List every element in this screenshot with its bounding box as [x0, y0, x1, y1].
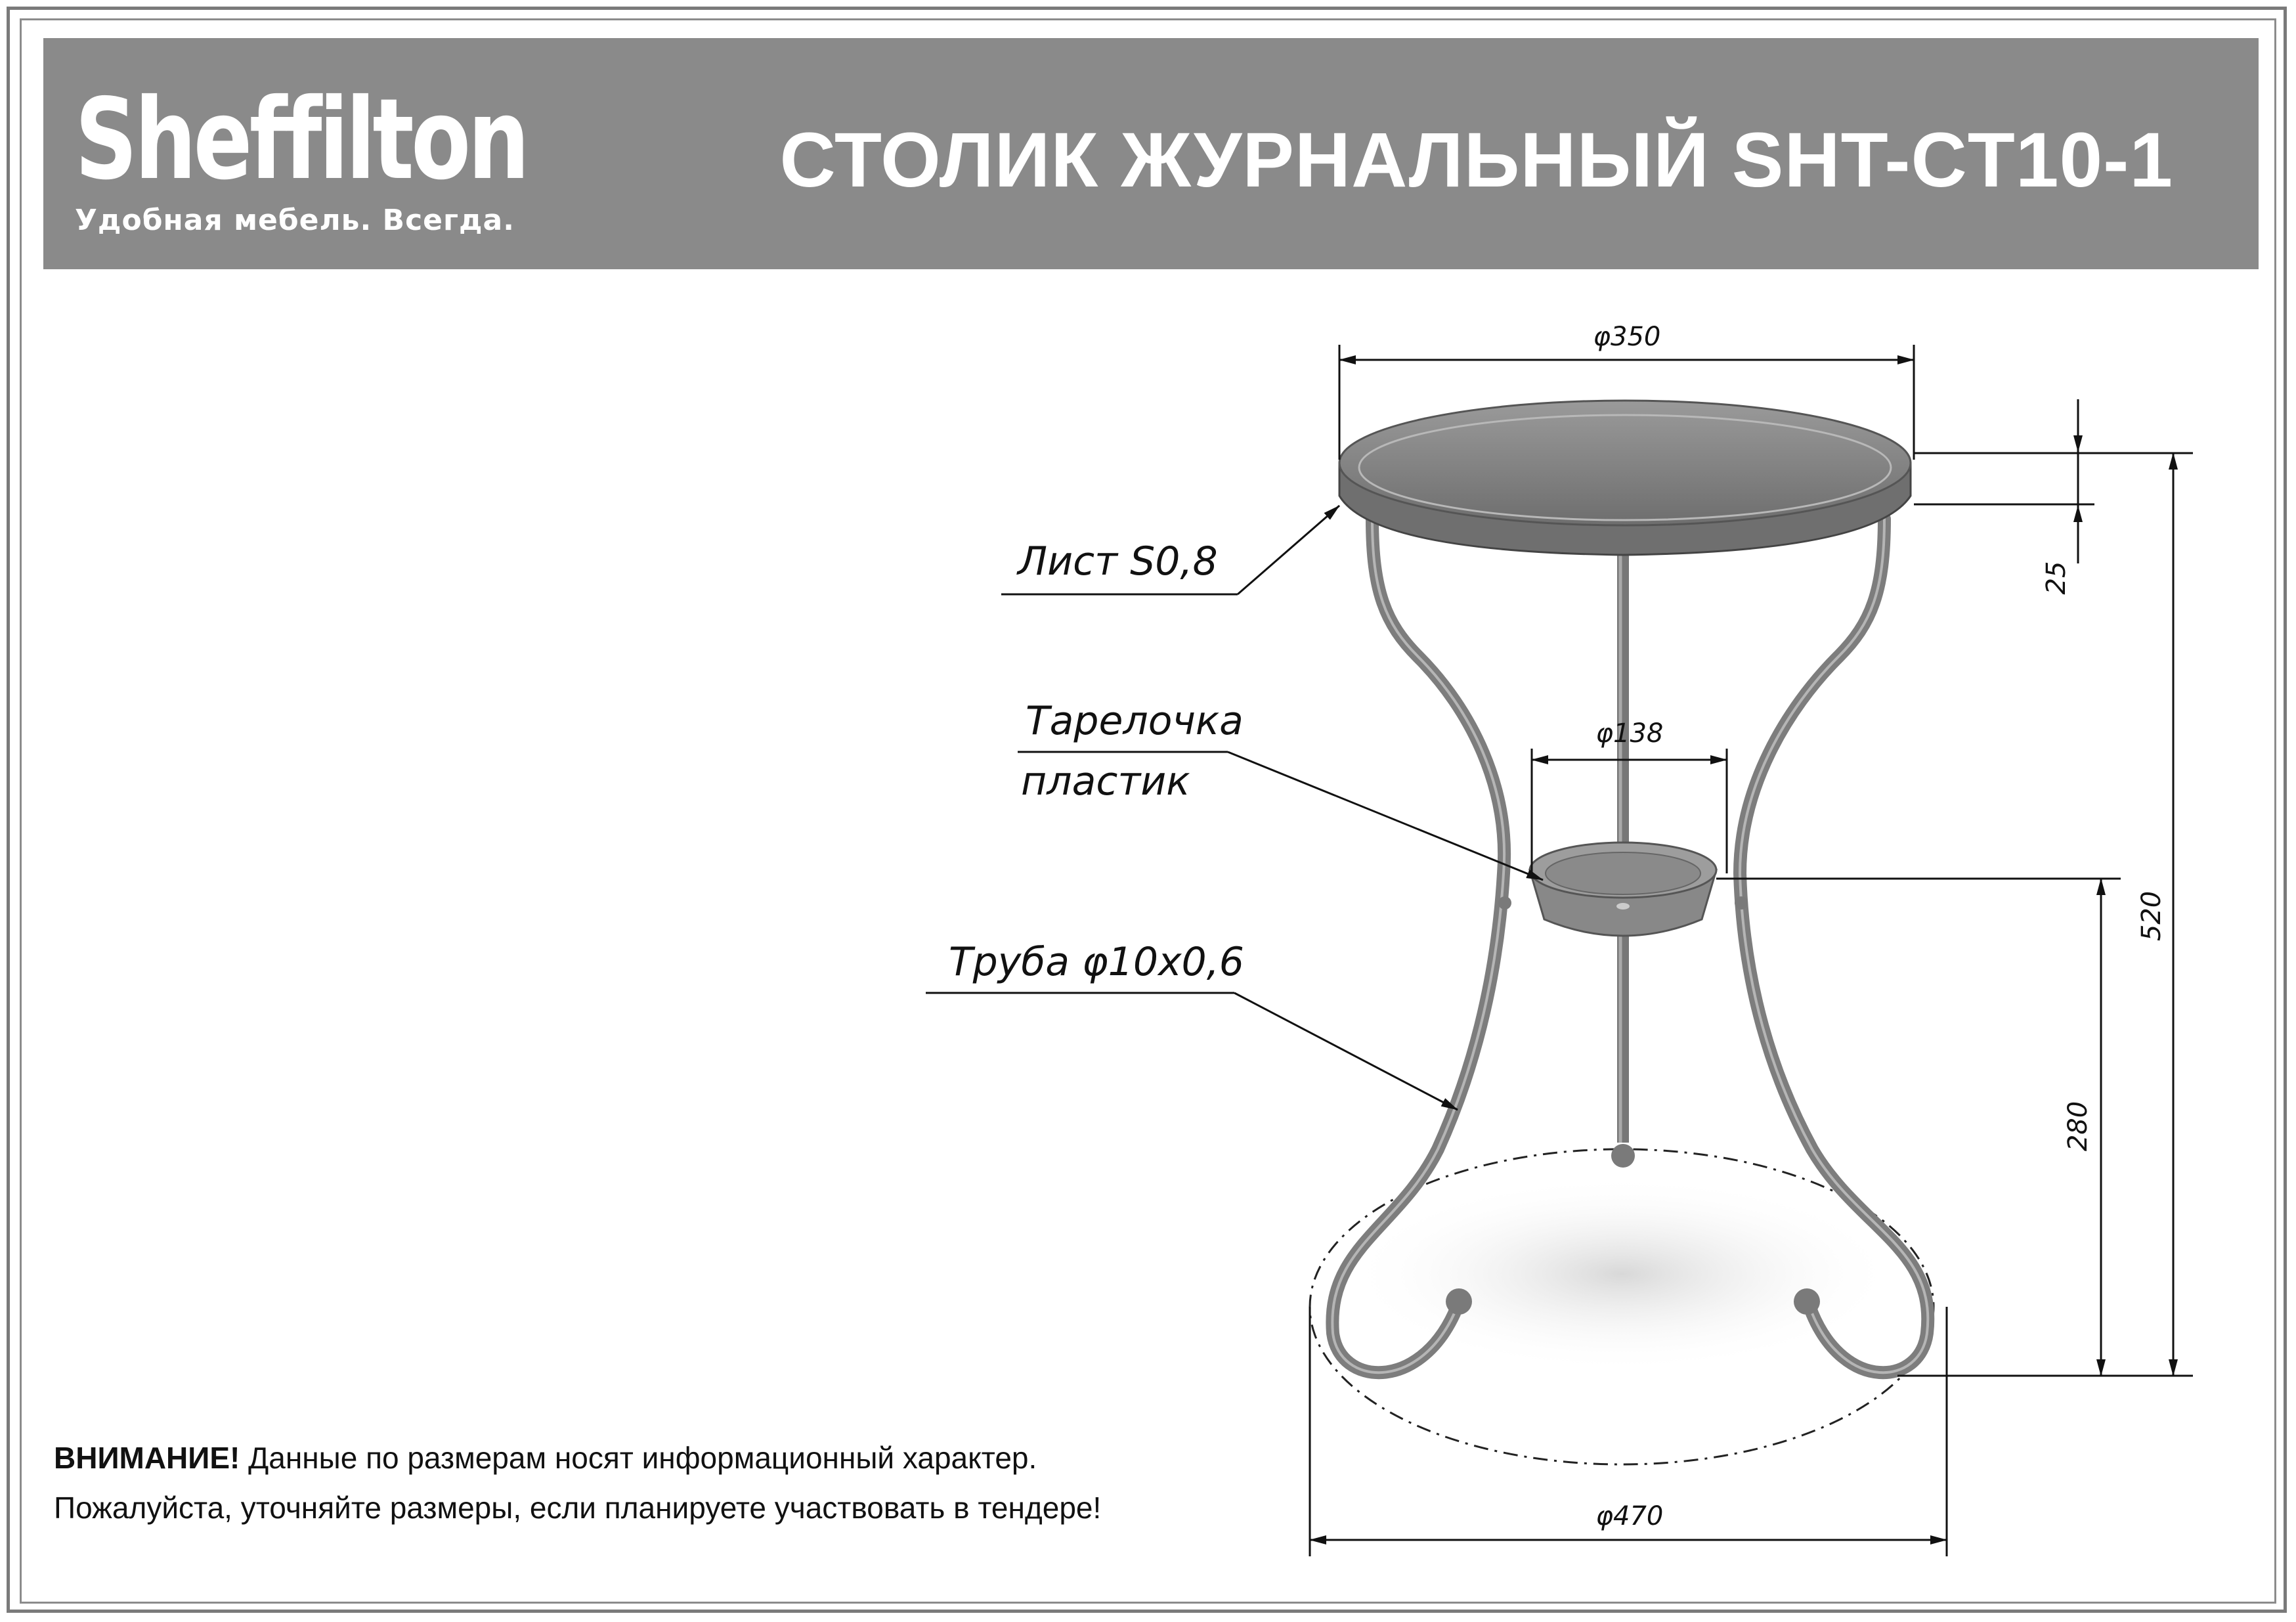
notice-lead: ВНИМАНИЕ! — [54, 1441, 240, 1475]
dim-total-height-label: 520 — [2136, 890, 2167, 942]
brand-name: Sheffilton — [75, 75, 527, 205]
callout-tube-leader — [926, 993, 1458, 1110]
dim-base-diameter-label: φ470 — [1595, 1501, 1664, 1531]
dim-dish-diameter-label: φ138 — [1595, 718, 1664, 749]
dim-top-thickness-label: 25 — [2041, 561, 2071, 595]
dim-top-diameter-label: φ350 — [1593, 322, 1661, 352]
callout-dish-label-line1: Тарелочка — [1026, 698, 1244, 744]
notice-text — [54, 1433, 1101, 1533]
product-title: СТОЛИК ЖУРНАЛЬНЫЙ SHT-CT10-1 — [779, 117, 2173, 204]
callout-tube-label: Труба φ10х0,6 — [949, 939, 1244, 985]
notice-line1-text: Данные по размерам носят информационный характер. — [240, 1441, 1037, 1475]
plastic-dish — [1530, 843, 1716, 936]
table-top — [1339, 401, 1911, 555]
notice-line-2: Пожалуйста, уточняйте размеры, если планируете участвовать в тендере! — [54, 1491, 1102, 1525]
notice-line-1 — [54, 1433, 1101, 1483]
brand-tagline: Удобная мебель. Всегда. — [75, 204, 515, 237]
callout-dish-label-line2: пластик — [1021, 758, 1190, 804]
callout-sheet-label: Лист S0,8 — [1018, 538, 1218, 584]
dim-top-thickness — [1914, 399, 2193, 563]
dim-dish-height-label: 280 — [2063, 1101, 2093, 1152]
